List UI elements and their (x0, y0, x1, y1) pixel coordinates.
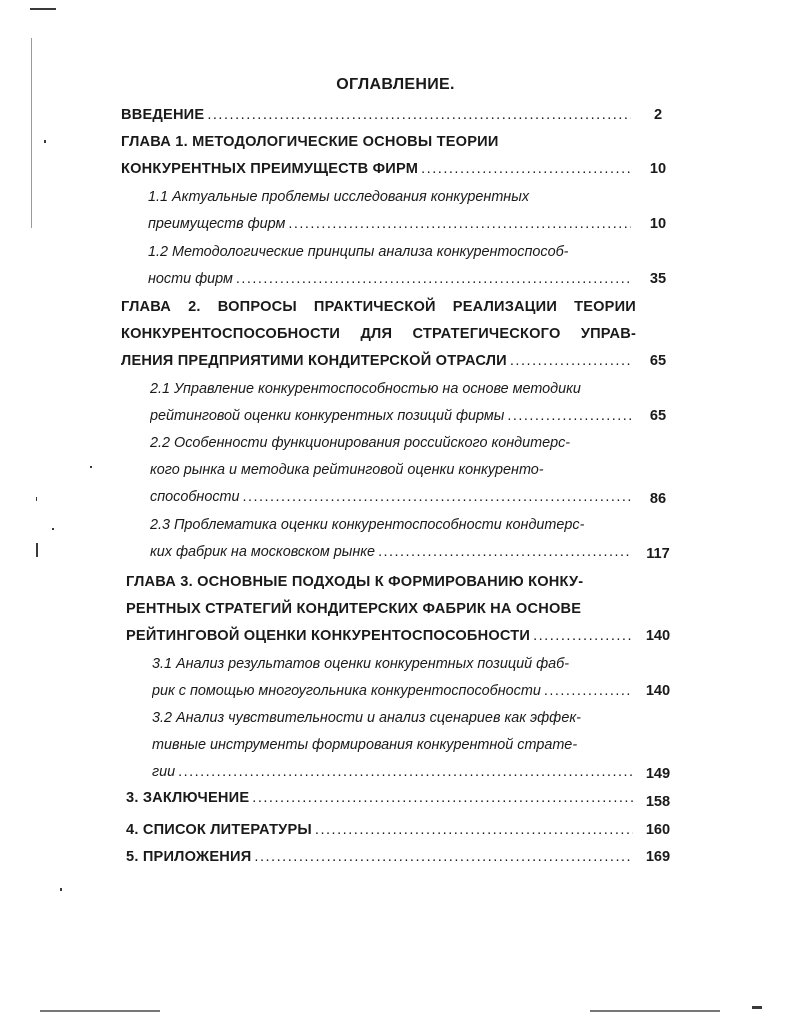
toc-entry-text: ности фирм (148, 271, 233, 287)
toc-chapter-heading (121, 350, 631, 372)
toc-entry-text: рейтинговой оценки конкурентных позиций фирмы (150, 408, 505, 424)
page-title: ОГЛАВЛЕНИЕ. (336, 76, 455, 93)
toc-leader-dots (288, 213, 631, 235)
toc-page-number: 140 (645, 683, 671, 699)
toc-page-number: 160 (645, 822, 671, 838)
scan-mark (36, 543, 38, 557)
toc-leader-dots (533, 625, 633, 647)
toc-section: 2.3 Проблематика оценки конкурентоспособности кондитерс- (150, 517, 585, 533)
toc-chapter-heading: ГЛАВА 2. ВОПРОСЫ ПРАКТИЧЕСКОЙ РЕАЛИЗАЦИИ ТЕОРИИ (121, 299, 636, 315)
toc-page-number: 117 (646, 546, 670, 562)
toc-entry-appendices (126, 846, 633, 868)
toc-section (148, 268, 631, 290)
scan-border-line (31, 38, 32, 228)
toc-section: 1.1 Актуальные проблемы исследования конкурентных (148, 189, 530, 205)
scan-dot (52, 528, 54, 530)
scan-corner-mark (752, 1006, 762, 1009)
toc-chapter-heading: ГЛАВА 3. ОСНОВНЫЕ ПОДХОДЫ К ФОРМИРОВАНИЮ КОНКУ- (126, 574, 584, 590)
scan-mark (30, 8, 56, 10)
toc-leader-dots (507, 405, 631, 427)
toc-section (148, 213, 631, 235)
toc-entry-text: рик с помощью многоугольника конкурентоспособности (152, 683, 541, 699)
toc-page-number: 10 (649, 216, 667, 232)
toc-entry-introduction (121, 104, 631, 126)
toc-leader-dots (236, 268, 631, 290)
toc-leader-dots (252, 787, 633, 809)
toc-section (152, 761, 633, 783)
toc-entry-references (126, 819, 633, 841)
toc-entry-text: КОНКУРЕНТНЫХ ПРЕИМУЩЕСТВ ФИРМ (121, 161, 419, 177)
toc-entry-text: ЛЕНИЯ ПРЕДПРИЯТИМИ КОНДИТЕРСКОЙ ОТРАСЛИ (121, 353, 507, 369)
toc-leader-dots (544, 680, 633, 702)
toc-page-number: 158 (645, 794, 671, 810)
scan-dot (36, 497, 37, 501)
toc-leader-dots (421, 158, 631, 180)
toc-entry-text: РЕЙТИНГОВОЙ ОЦЕНКИ КОНКУРЕНТОСПОСОБНОСТИ (126, 628, 531, 644)
scan-bottom-line (590, 1010, 720, 1012)
toc-page-number: 169 (645, 849, 671, 865)
toc-leader-dots (315, 819, 633, 841)
toc-chapter-heading (126, 625, 633, 647)
toc-section: 1.2 Методологические принципы анализа конкурентоспособ- (148, 244, 569, 260)
toc-entry-text: 4. СПИСОК ЛИТЕРАТУРЫ (126, 822, 312, 838)
toc-section (150, 405, 631, 427)
toc-entry-text: ких фабрик на московском рынке (150, 544, 376, 560)
toc-chapter-heading: ГЛАВА 1. МЕТОДОЛОГИЧЕСКИЕ ОСНОВЫ ТЕОРИИ (121, 134, 499, 150)
toc-page-number: 10 (649, 161, 667, 177)
scan-dot (90, 466, 92, 468)
toc-page-number: 140 (645, 628, 671, 644)
toc-page-number: 86 (649, 491, 667, 507)
toc-entry-text: 5. ПРИЛОЖЕНИЯ (126, 849, 252, 865)
toc-section (150, 541, 631, 563)
toc-page-number: 149 (645, 766, 671, 782)
scan-dot (44, 140, 46, 143)
toc-entry-text: способности (150, 489, 240, 505)
toc-entry-text: гии (152, 764, 176, 780)
toc-entry-text: преимуществ фирм (148, 216, 286, 232)
toc-page-number: 35 (649, 271, 667, 287)
toc-section: тивные инструменты формирования конкурентной страте- (152, 737, 578, 753)
toc-section: 2.1 Управление конкурентоспособностью на основе методики (150, 381, 581, 397)
scan-dot (60, 888, 62, 891)
toc-leader-dots (178, 761, 633, 783)
scan-bottom-line (40, 1010, 160, 1012)
toc-page-number: 65 (649, 408, 667, 424)
toc-leader-dots (243, 486, 631, 508)
toc-leader-dots (254, 846, 633, 868)
toc-section: 3.1 Анализ результатов оценки конкурентных позиций фаб- (152, 656, 569, 672)
toc-section (150, 486, 631, 508)
toc-leader-dots (378, 541, 631, 563)
toc-page-number: 2 (653, 107, 663, 123)
toc-section: кого рынка и методика рейтинговой оценки конкуренто- (150, 462, 544, 478)
toc-entry-text: ВВЕДЕНИЕ (121, 107, 205, 123)
toc-chapter-heading: КОНКУРЕНТОСПОСОБНОСТИ ДЛЯ СТРАТЕГИЧЕСКОГО УПРАВ- (121, 326, 636, 342)
toc-page-number: 65 (649, 353, 667, 369)
toc-chapter-heading (121, 158, 631, 180)
toc-section: 3.2 Анализ чувствительности и анализ сценариев как эффек- (152, 710, 581, 726)
toc-chapter-heading: РЕНТНЫХ СТРАТЕГИЙ КОНДИТЕРСКИХ ФАБРИК НА ОСНОВЕ (126, 601, 582, 617)
toc-section (152, 680, 633, 702)
toc-entry-text: 3. ЗАКЛЮЧЕНИЕ (126, 790, 250, 806)
toc-leader-dots (207, 104, 631, 126)
toc-entry-conclusion (126, 787, 633, 809)
toc-section: 2.2 Особенности функционирования российского кондитерс- (150, 435, 571, 451)
toc-leader-dots (510, 350, 631, 372)
